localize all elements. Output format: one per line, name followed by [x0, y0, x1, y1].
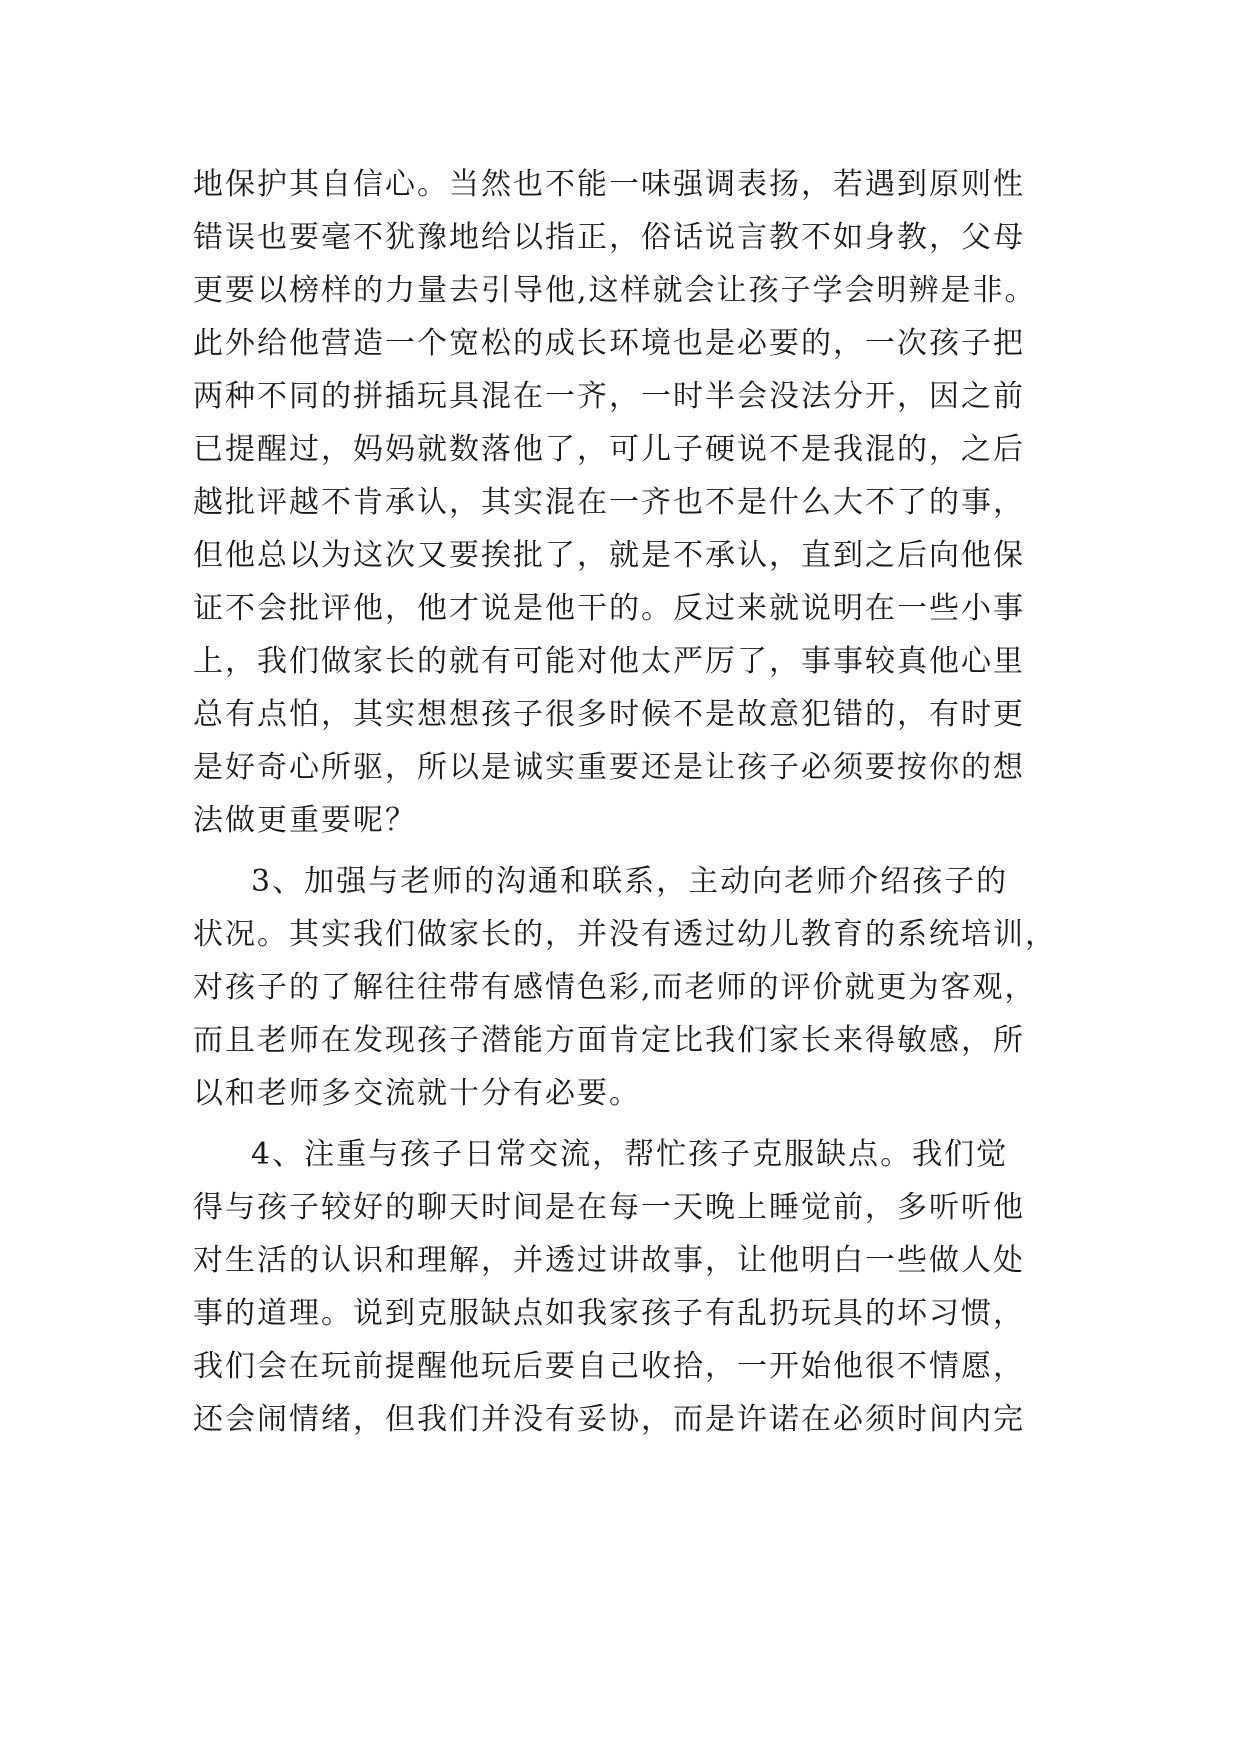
- text-line: 状况。其实我们做家长的，并没有透过幼儿教育的系统培训，: [193, 917, 1057, 952]
- text-line: 总有点怕，其实想想孩子很多时候不是故意犯错的，有时更: [193, 697, 1025, 732]
- text-line: 对孩子的了解往往带有感情色彩,而老师的评价就更为客观，: [193, 970, 1037, 1005]
- text-line: 更要以榜样的力量去引导他,这样就会让孩子学会明辨是非。: [193, 273, 1037, 308]
- text-line: 已提醒过，妈妈就数落他了，可儿子硬说不是我混的，之后: [193, 432, 1025, 467]
- text-line: 错误也要毫不犹豫地给以指正，俗话说言教不如身教，父母: [193, 220, 1025, 255]
- text-line: 证不会批评他，他才说是他干的。反过来就说明在一些小事: [193, 591, 1025, 626]
- text-line: 法做更重要呢？: [193, 803, 417, 838]
- text-line: 是好奇心所驱，所以是诚实重要还是让孩子必须要按你的想: [193, 750, 1025, 785]
- text-line: 对生活的认识和理解，并透过讲故事，让他明白一些做人处: [193, 1243, 1025, 1278]
- text-line: 以和老师多交流就十分有必要。: [193, 1076, 641, 1111]
- text-line: 但他总以为这次又要挨批了，就是不承认，直到之后向他保: [193, 538, 1025, 573]
- text-line: 此外给他营造一个宽松的成长环境也是必要的，一次孩子把: [193, 326, 1025, 361]
- text-line: 两种不同的拼插玩具混在一齐，一时半会没法分开，因之前: [193, 379, 1025, 414]
- text-line: 地保护其自信心。当然也不能一味强调表扬，若遇到原则性: [193, 167, 1025, 202]
- body-text: [193, 158, 1093, 1446]
- text-line: 上，我们做家长的就有可能对他太严厉了，事事较真他心里: [193, 644, 1025, 679]
- paragraph-3-first-line: 3、加强与老师的沟通和联系，主动向老师介绍孩子的: [251, 864, 1009, 899]
- paragraph-4-first-line: 4、注重与孩子日常交流，帮忙孩子克服缺点。我们觉: [251, 1137, 1009, 1172]
- text-line: 得与孩子较好的聊天时间是在每一天晚上睡觉前，多听听他: [193, 1190, 1025, 1225]
- text-line: 事的道理。说到克服缺点如我家孩子有乱扔玩具的坏习惯，: [193, 1296, 1025, 1331]
- text-line: 还会闹情绪，但我们并没有妥协，而是许诺在必须时间内完: [193, 1402, 1025, 1437]
- text-line: 越批评越不肯承认，其实混在一齐也不是什么大不了的事，: [193, 485, 1025, 520]
- text-line: 我们会在玩前提醒他玩后要自己收拾，一开始他很不情愿，: [193, 1349, 1025, 1384]
- text-line: 而且老师在发现孩子潜能方面肯定比我们家长来得敏感，所: [193, 1023, 1025, 1058]
